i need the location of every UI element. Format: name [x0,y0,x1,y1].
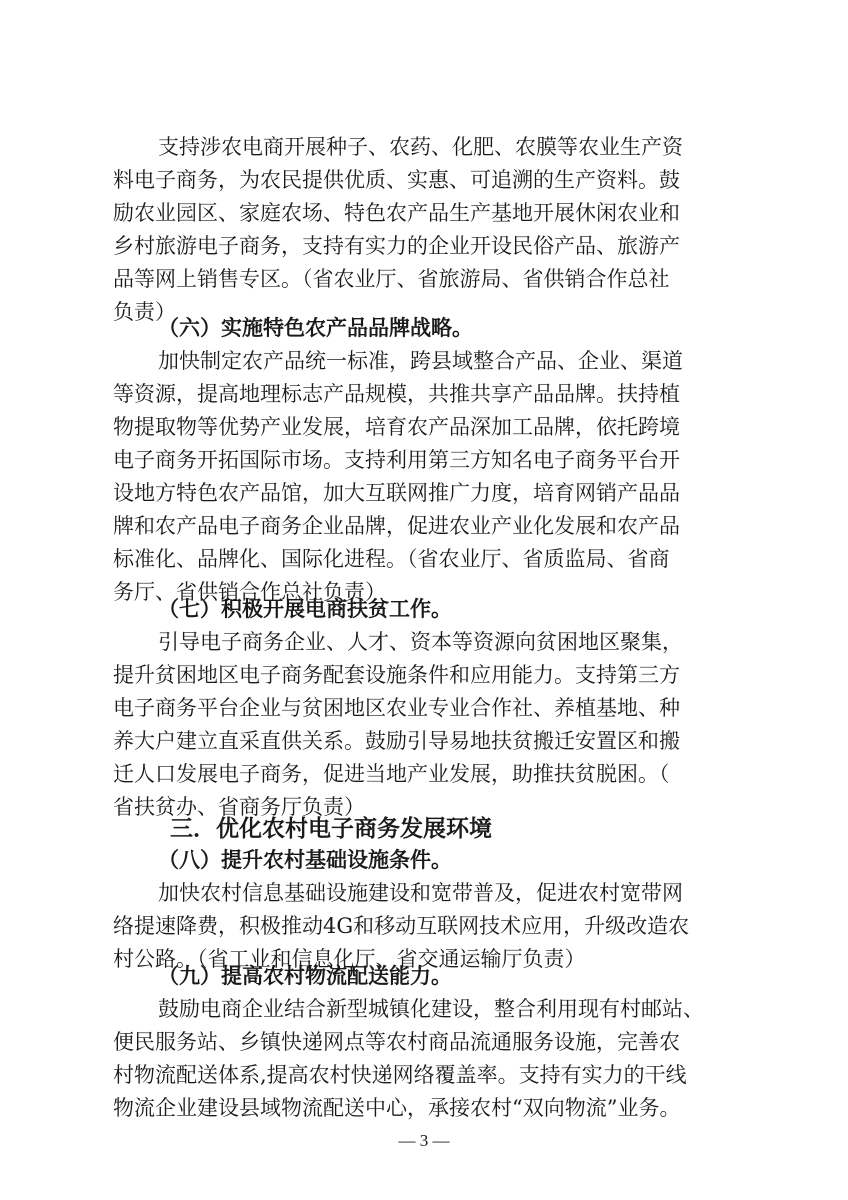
text-line: 乡村旅游电子商务，支持有实力的企业开设民俗产品、旅游产 [113,234,680,258]
text-line: 鼓励电商企业结合新型城镇化建设，整合利用现有村邮站、 [158,997,704,1021]
text-line: 村物流配送体系,提高农村快递网络覆盖率。支持有实力的干线 [113,1063,687,1087]
text-line: 品等网上销售专区。（省农业厅、省旅游局、省供销合作总社 [113,267,670,291]
text-line: 标准化、品牌化、国际化进程。（省农业厅、省质监局、省商 [113,547,670,571]
text-line: 等资源，提高地理标志产品规模，共推共享产品品牌。扶持植 [113,382,680,406]
text-line: 电子商务平台企业与贫困地区农业专业合作社、养植基地、种 [113,696,680,720]
section-subheading: （八）提升农村基础设施条件。 [158,848,452,872]
text-line: 引导电子商务企业、人才、资本等资源向贫困地区聚集， [158,630,683,654]
section-subheading: （七）积极开展电商扶贫工作。 [158,597,452,621]
text-line: 便民服务站、乡镇快递网点等农村商品流通服务设施，完善农 [113,1030,680,1054]
text-line: 牌和农产品电子商务企业品牌，促进农业产业化发展和农产品 [113,514,680,538]
text-line: 提升贫困地区电子商务配套设施条件和应用能力。支持第三方 [113,663,680,687]
text-line: 料电子商务，为农民提供优质、实惠、可追溯的生产资料。鼓 [113,168,680,192]
text-line: 励农业园区、家庭农场、特色农产品生产基地开展休闲农业和 [113,201,680,225]
section-subheading: （九）提高农村物流配送能力。 [158,964,452,988]
text-line: 支持涉农电商开展种子、农药、化肥、农膜等农业生产资 [158,135,683,159]
text-line: 物提取物等优势产业发展，培育农产品深加工品牌，依托跨境 [113,415,680,439]
text-line: 务厅、省供销合作总社负责） [113,580,386,604]
text-line: 物流企业建设县域物流配送中心，承接农村“双向物流”业务。 [113,1096,681,1120]
section-subheading: （六）实施特色农产品品牌战略。 [158,316,473,340]
text-line: 加快农村信息基础设施建设和宽带普及，促进农村宽带网 [158,881,683,905]
text-line: 负责） [113,300,176,324]
text-line: 加快制定农产品统一标准，跨县域整合产品、企业、渠道 [158,349,683,373]
text-line: 迁人口发展电子商务，促进当地产业发展，助推扶贫脱困。（ [113,762,670,786]
section-heading: 三．优化农村电子商务发展环境 [170,816,492,842]
text-line: 省扶贫办、省商务厅负责） [113,795,365,819]
page-number: — 3 — [398,1131,450,1150]
text-line: 电子商务开拓国际市场。支持利用第三方知名电子商务平台开 [113,448,680,472]
text-line: 养大户建立直采直供关系。鼓励引导易地扶贫搬迁安置区和搬 [113,729,680,753]
text-line: 络提速降费，积极推动4G和移动互联网技术应用，升级改造农 [113,914,690,938]
text-line: 村公路。（省工业和信息化厅、省交通运输厅负责） [113,947,586,971]
text-line: 设地方特色农产品馆，加大互联网推广力度，培育网销产品品 [113,481,680,505]
